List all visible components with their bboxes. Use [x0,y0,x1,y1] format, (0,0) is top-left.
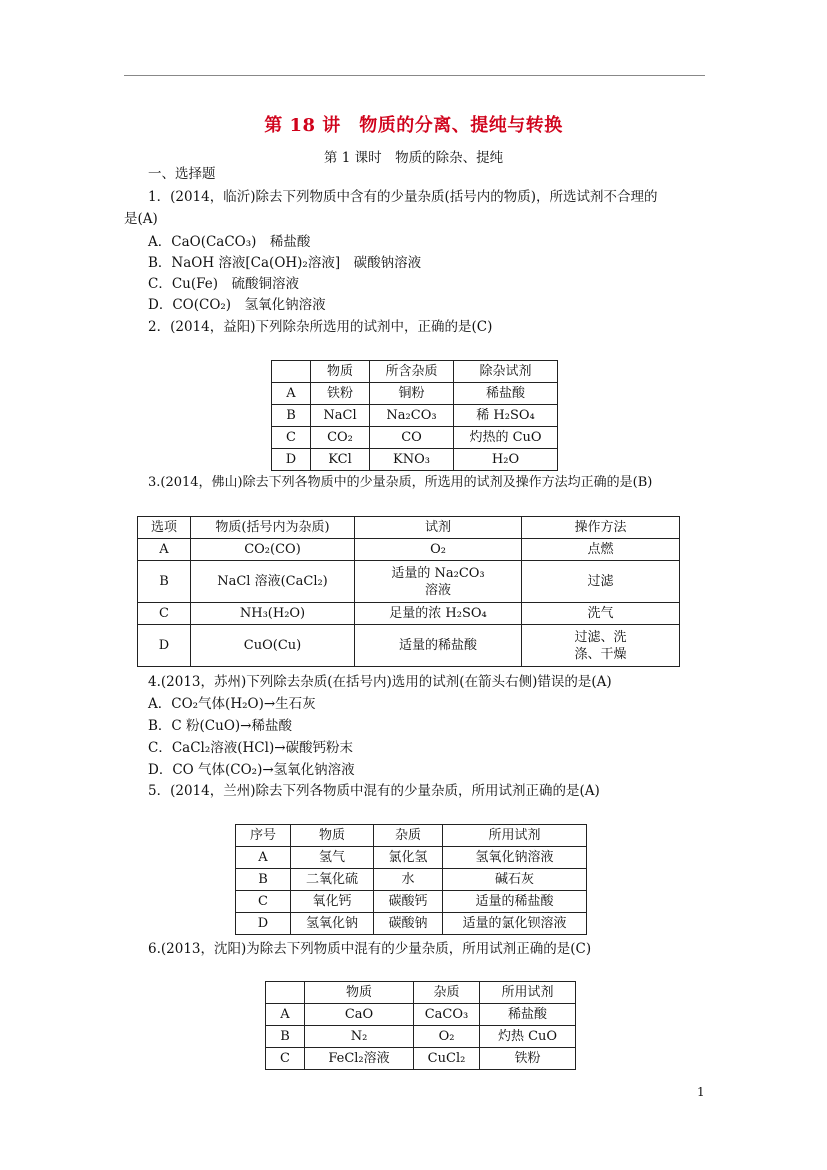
table-header-row [236,825,587,847]
table-cell: A [272,383,311,405]
table-cell: 稀盐酸 [454,383,558,405]
table-row [272,427,558,449]
q2-stem: 2．(2014，益阳)下列除杂所选用的试剂中，正确的是(C) [148,319,493,335]
table-cell: 物质 [305,982,414,1004]
q3-stem: 3.(2014，佛山)除去下列各物质中的少量杂质，所选用的试剂及操作方法均正确的是(B) [148,475,653,490]
table-cell: KNO₃ [370,449,454,471]
table-cell: 适量的稀盐酸 [355,625,522,667]
page-title: 第 18 讲 物质的分离、提纯与转换 [264,115,563,136]
table-cell: B [138,561,191,603]
q6-stem: 6.(2013，沈阳)为除去下列物质中混有的少量杂质，所用试剂正确的是(C) [148,941,592,957]
table-cell: 碱石灰 [443,869,587,891]
q1-option-a: A．CaO(CaCO₃) 稀盐酸 [148,234,311,250]
table-cell: CO [370,427,454,449]
table-header-row [138,517,680,539]
table-cell: 灼热 CuO [480,1026,576,1048]
table-cell: CO₂ [311,427,370,449]
table-row [138,539,680,561]
table-cell: 过滤、洗 涤、干燥 [522,625,680,667]
q1-option-d: D．CO(CO₂) 氢氧化钠溶液 [148,297,326,313]
table-cell: C [138,603,191,625]
table-cell: CaO [305,1004,414,1026]
table-cell: A [138,539,191,561]
q4-option-a: A．CO₂气体(H₂O)→生石灰 [148,696,316,712]
q4-option-c: C．CaCl₂溶液(HCl)→碳酸钙粉末 [148,740,354,756]
section-heading: 一、选择题 [148,166,216,182]
table-cell: 序号 [236,825,291,847]
table-cell: 物质(括号内为杂质) [191,517,355,539]
table-cell: 操作方法 [522,517,680,539]
page-subtitle: 第 1 课时 物质的除杂、提纯 [323,150,504,166]
q1-stem-line2: 是(A) [124,211,158,227]
table-cell: Na₂CO₃ [370,405,454,427]
table-cell: A [266,1004,305,1026]
table-cell: 物质 [291,825,374,847]
table-cell: 适量的 Na₂CO₃ 溶液 [355,561,522,603]
table-cell: FeCl₂溶液 [305,1048,414,1070]
table-cell: 所含杂质 [370,361,454,383]
table-row [236,869,587,891]
table-cell: 杂质 [414,982,480,1004]
table-cell: O₂ [414,1026,480,1048]
table-cell: 氯化氢 [374,847,443,869]
table-cell: O₂ [355,539,522,561]
table-cell: 足量的浓 H₂SO₄ [355,603,522,625]
table-cell: 试剂 [355,517,522,539]
table-cell: B [236,869,291,891]
table-cell: B [266,1026,305,1048]
table-row [272,449,558,471]
table-cell: 洗气 [522,603,680,625]
table-cell: 适量的氯化钡溶液 [443,913,587,935]
table-cell: 氢氧化钠溶液 [443,847,587,869]
table-row [266,1026,576,1048]
table-cell: 氢氧化钠 [291,913,374,935]
table-cell: D [272,449,311,471]
q4-stem: 4.(2013，苏州)下列除去杂质(在括号内)选用的试剂(在箭头右侧)错误的是(A) [148,674,612,690]
table-cell: D [138,625,191,667]
table-cell: 水 [374,869,443,891]
table-cell: 适量的稀盐酸 [443,891,587,913]
q1-stem-line1: 1．(2014，临沂)除去下列物质中含有的少量杂质(括号内的物质)，所选试剂不合理的 [148,189,658,205]
table-row [272,405,558,427]
table-row [236,847,587,869]
table-row [138,561,680,603]
table-cell: 过滤 [522,561,680,603]
table-cell: B [272,405,311,427]
q6-table [265,981,576,1070]
table-row [266,1048,576,1070]
table-cell: 氢气 [291,847,374,869]
table-cell: 碳酸钙 [374,891,443,913]
table-header-row [272,361,558,383]
q2-table [271,360,558,471]
q5-stem: 5．(2014，兰州)除去下列各物质中混有的少量杂质，所用试剂正确的是(A) [148,783,600,799]
table-cell: 铜粉 [370,383,454,405]
table-cell: 选项 [138,517,191,539]
table-cell: 杂质 [374,825,443,847]
q1-option-b: B．NaOH 溶液[Ca(OH)₂溶液] 碳酸钠溶液 [148,255,422,271]
table-header-row [266,982,576,1004]
table-cell: 物质 [311,361,370,383]
table-cell: 所用试剂 [443,825,587,847]
table-cell: CaCO₃ [414,1004,480,1026]
table-cell: 氧化钙 [291,891,374,913]
q4-option-d: D．CO 气体(CO₂)→氢氧化钠溶液 [148,762,355,778]
table-cell: H₂O [454,449,558,471]
table-row [138,603,680,625]
table-cell: 除杂试剂 [454,361,558,383]
table-row [272,383,558,405]
table-cell: N₂ [305,1026,414,1048]
table-cell: C [266,1048,305,1070]
table-cell: 灼热的 CuO [454,427,558,449]
table-cell: C [272,427,311,449]
table-row [266,1004,576,1026]
table-cell: NaCl [311,405,370,427]
table-cell: CO₂(CO) [191,539,355,561]
table-cell: NaCl 溶液(CaCl₂) [191,561,355,603]
table-cell: NH₃(H₂O) [191,603,355,625]
table-cell: 稀 H₂SO₄ [454,405,558,427]
table-cell [272,361,311,383]
table-cell: D [236,913,291,935]
table-cell: KCl [311,449,370,471]
table-cell [266,982,305,1004]
table-row [236,913,587,935]
table-cell: 铁粉 [480,1048,576,1070]
table-cell: A [236,847,291,869]
table-cell: 稀盐酸 [480,1004,576,1026]
q4-option-b: B．C 粉(CuO)→稀盐酸 [148,718,292,734]
table-row [236,891,587,913]
table-cell: 二氧化硫 [291,869,374,891]
table-cell: 碳酸钠 [374,913,443,935]
table-row [138,625,680,667]
page-number: 1 [697,1085,705,1099]
table-cell: C [236,891,291,913]
table-cell: 所用试剂 [480,982,576,1004]
table-cell: CuCl₂ [414,1048,480,1070]
q3-table [137,516,680,667]
q1-option-c: C．Cu(Fe) 硫酸铜溶液 [148,276,300,292]
table-cell: 铁粉 [311,383,370,405]
table-cell: CuO(Cu) [191,625,355,667]
header-rule [124,75,705,76]
q5-table [235,824,587,935]
table-cell: 点燃 [522,539,680,561]
